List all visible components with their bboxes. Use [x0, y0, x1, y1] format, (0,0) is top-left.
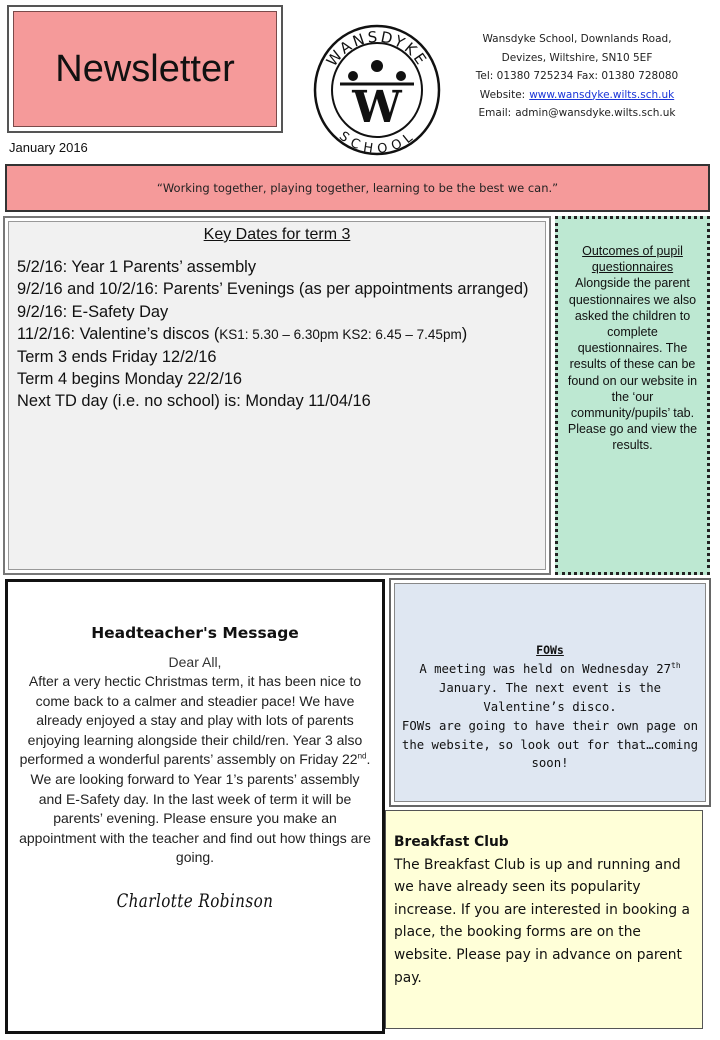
motto-text: “Working together, playing together, learning to be the best we can.”: [156, 181, 559, 195]
key-date-item: Next TD day (i.e. no school) is: Monday 11/04/16: [17, 392, 371, 411]
email-label: Email:: [478, 107, 512, 119]
fows-text: [401, 660, 699, 717]
school-contact-info: [452, 30, 702, 123]
headteacher-message-panel: [5, 579, 385, 1034]
key-date-item: Term 4 begins Monday 22/2/16: [17, 370, 243, 389]
headteacher-signature: Charlotte Robinson: [116, 889, 274, 912]
breakfast-club-panel: [385, 810, 703, 1029]
school-address-line1: Wansdyke School, Downlands Road,: [482, 33, 672, 45]
fows-text-part1: A meeting was held on Wednesday 27: [419, 661, 672, 676]
breakfast-club-body: The Breakfast Club is up and running and we have already seen its popularity increase. If you are interested in booking a place, the booking forms are on the website. Please pay in advance on parent pay.: [394, 856, 690, 986]
key-date-item: 9/2/16: E-Safety Day: [17, 302, 169, 321]
key-date-item: 9/2/16 and 10/2/16: Parents’ Evenings (as per appointments arranged): [17, 280, 529, 299]
issue-date: January 2016: [9, 140, 88, 155]
school-phone-fax: Tel: 01380 725234 Fax: 01380 728080: [475, 70, 679, 82]
outcomes-body: Alongside the parent questionnaires we also asked the children to complete questionnaires. The results of these can be found on our website in the ‘our community/pupils’ tab. Please go and view the results.: [567, 276, 698, 453]
key-dates-title: Key Dates for term 3: [203, 226, 351, 243]
key-dates-panel: [3, 216, 551, 575]
logo-children-icon: [340, 60, 414, 84]
fows-text-part2: January. The next event is the Valentine’s disco.: [438, 680, 662, 714]
headteacher-body-part2: . We are looking forward to Year 1’s parents’ assembly and E-Safety day. In the last week of term it will be parents’ evening. Please ensure you make an appointment with the teacher and find out how things are going.: [19, 751, 371, 866]
fows-text-line2: FOWs are going to have their own page on the website, so look out for that…coming soon!: [401, 718, 699, 771]
school-email-row: [452, 104, 702, 123]
outcomes-title: Outcomes of pupil questionnaires: [582, 244, 683, 275]
website-link[interactable]: www.wansdyke.wilts.sch.uk: [529, 88, 675, 101]
key-date-item: [17, 323, 537, 346]
disco-times: KS1: 5.30 – 6.30pm KS2: 6.45 – 7.45pm: [219, 326, 462, 342]
school-address-line2: Devizes, Wiltshire, SN10 5EF: [501, 51, 653, 64]
logo-letter: W: [352, 82, 402, 133]
headteacher-body: [18, 672, 372, 868]
logo-top-text: WANSDYKE: [322, 27, 432, 70]
school-website-row: [452, 86, 702, 105]
newsletter-title: Newsletter: [13, 11, 277, 127]
breakfast-club-title: Breakfast Club: [394, 834, 509, 850]
headteacher-body-part1: After a very hectic Christmas term, it has been nice to come back to a calmer and steadier pace! We have already enjoyed a stay and play with lots of parents enjoying learning alongside their child/ren. Year 3 also performed a wonderful parents’ assembly on Friday 22: [19, 673, 363, 768]
fows-title: FOWs: [536, 643, 564, 657]
key-date-item-main: 11/2/16: Valentine’s discos (: [17, 324, 220, 343]
headteacher-greeting: Dear All,: [168, 654, 222, 670]
fows-panel: [389, 578, 711, 807]
motto-banner: [5, 164, 710, 212]
key-date-item-end: ): [461, 324, 468, 343]
headteacher-title: Headteacher's Message: [91, 624, 299, 642]
logo-bottom-text: SCHOOL: [336, 128, 419, 158]
key-date-item: Term 3 ends Friday 12/2/16: [17, 348, 217, 367]
website-label: Website:: [479, 88, 526, 101]
school-logo: [312, 18, 442, 158]
newsletter-title-box: [7, 5, 283, 133]
ordinal-suffix: th: [671, 660, 681, 670]
ordinal-suffix: nd: [357, 751, 367, 761]
key-date-item: 5/2/16: Year 1 Parents’ assembly: [17, 258, 257, 277]
questionnaire-outcomes-panel: [555, 216, 710, 575]
email-address: admin@wansdyke.wilts.sch.uk: [515, 107, 676, 119]
